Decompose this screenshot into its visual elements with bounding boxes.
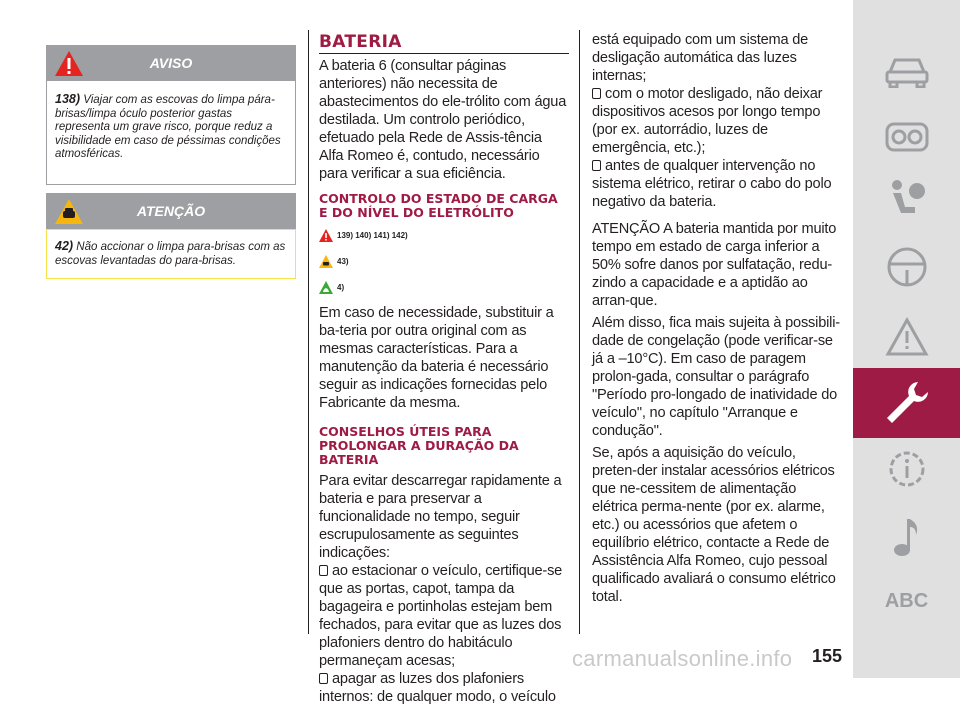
checkbox-bullet-icon <box>592 160 601 171</box>
conselhos-heading: CONSELHOS ÚTEIS PARA PROLONGAR A DURAÇÃO DA BATERIA <box>319 424 519 467</box>
sidebar-item-dashboard[interactable] <box>853 102 960 172</box>
warning-triangle-icon <box>885 317 929 357</box>
bateria-heading: BATERIA <box>319 32 569 54</box>
sidebar-item-safety[interactable] <box>853 164 960 234</box>
column-divider-1 <box>308 30 309 634</box>
car-icon <box>884 54 930 88</box>
sidebar-item-technical-data[interactable] <box>853 434 960 504</box>
chapter-sidebar <box>853 0 960 678</box>
atencao-title: ATENÇÃO <box>136 203 206 219</box>
aviso-title: AVISO <box>149 55 193 71</box>
right-para-2: ATENÇÃO A bateria mantida por muito tempo em estado de carga inferior a 50% sofre danos por sulfatação, redu-zindo a capacidade e a aptidão ao arran-que. <box>592 221 837 309</box>
bullet-item-4 <box>592 157 844 211</box>
controlo-heading: CONTROLO DO ESTADO DE CARGA E DO NÍVEL DO ELETRÓLITO <box>319 191 558 220</box>
bullet-item-3 <box>592 85 844 157</box>
dashboard-gauges-icon <box>885 122 929 152</box>
bullet-text-3: com o motor desligado, não deixar dispositivos acesos por longo tempo (por ex. autorrádio, luzes de emergência, etc.); <box>592 86 823 156</box>
atencao-header <box>46 193 296 229</box>
environment-small-icon <box>319 281 333 294</box>
warning-ref-caution <box>319 250 569 272</box>
sidebar-item-multimedia[interactable] <box>853 502 960 572</box>
ref-caution-numbers: 43) <box>337 256 349 266</box>
battery-column <box>319 32 569 706</box>
warning-ref-environment <box>319 276 569 298</box>
sidebar-item-maintenance[interactable] <box>853 368 960 438</box>
warning-column <box>46 45 296 279</box>
bullet-item-1 <box>319 562 569 670</box>
page-number: 155 <box>812 646 843 666</box>
car-caution-icon <box>54 198 84 228</box>
ref-danger-numbers: 139) 140) 141) 142) <box>337 230 408 240</box>
bullet-text-1: ao estacionar o veículo, certifique-se que as portas, capot, tampa da bagageira e portinholas estejam bem fechados, para evitar que as luzes dos plafoniers dentro do habitáculo permaneçam acesas; <box>319 563 563 669</box>
aviso-body <box>46 81 296 185</box>
aviso-text: Viajar com as escovas do limpa pára-brisas/limpa óculo posterior gastas representa um grave risco, porque reduz a visibilidade em caso de péssimas condições atmosféricas. <box>55 94 281 160</box>
bullet-text-4: antes de qualquer intervenção no sistema elétrico, retirar o cabo do polo negativo da bateria. <box>592 158 832 210</box>
danger-triangle-icon <box>54 50 84 80</box>
sidebar-item-driving[interactable] <box>853 232 960 302</box>
checkbox-bullet-icon <box>319 673 328 684</box>
aviso-number: 138) <box>55 92 81 106</box>
bateria-intro: A bateria 6 (consultar páginas anteriores) não necessita de abastecimentos do ele-trólito com água destilada. Um controlo periódico, efetuado pela Rede de Assis-tência Alfa Romeo é, contudo, necessário para verificar a sua eficiência. <box>319 58 567 182</box>
caution-small-icon <box>319 255 333 268</box>
right-para-4: Se, após a aquisição do veículo, preten-der instalar acessórios elétricos que ne-cessitem de alimentação elétrica perma-nente (por ex. alarme, etc.) ou acessórios que afetem o equilíbrio elétrico, contacte a Rede de Assistência Alfa Romeo, cujo pessoal qualificado avaliará o consumo elétrico total. <box>592 445 836 605</box>
index-abc-label: ABC <box>884 589 929 612</box>
right-column <box>592 31 844 606</box>
conselhos-intro: Para evitar descarregar rapidamente a bateria e para preservar a funcionalidade no tempo, seguir escrupulosamente as seguintes indicações: <box>319 473 562 561</box>
checkbox-bullet-icon <box>592 88 601 99</box>
column-divider-2 <box>579 30 580 634</box>
bullet-item-2 <box>319 670 569 706</box>
warning-ref-danger <box>319 224 569 246</box>
aviso-header <box>46 45 296 81</box>
bullet-text-2: apagar as luzes dos plafoniers internos: de qualquer modo, o veículo <box>319 671 556 705</box>
danger-small-icon <box>319 229 333 242</box>
atencao-text: Não accionar o limpa para-brisas com as escovas levantadas do para-brisas. <box>55 241 286 267</box>
ref-environment-numbers: 4) <box>337 282 345 292</box>
sidebar-item-emergency[interactable] <box>853 302 960 372</box>
airbag-seat-icon <box>885 177 929 221</box>
sidebar-item-vehicle[interactable] <box>853 36 960 106</box>
steering-wheel-icon <box>886 246 928 288</box>
right-para-1: está equipado com um sistema de desligação automática das luzes internas; <box>592 32 809 84</box>
checkbox-bullet-icon <box>319 565 328 576</box>
sidebar-item-index[interactable] <box>853 566 960 636</box>
watermark: carmanualsonline.info <box>572 646 793 671</box>
atencao-body <box>46 229 296 279</box>
info-gear-icon <box>885 447 929 491</box>
atencao-number: 42) <box>55 239 74 253</box>
right-para-3: Além disso, fica mais sujeita à possibili-dade de congelação (pode verificar-se já a –10°C). Em caso de paragem prolon-gada, consultar o parágrafo "Período pro-longado de inatividade do veículo", no capítulo "Arranque e condução". <box>592 315 840 439</box>
controlo-text: Em caso de necessidade, substituir a ba-teria por outra original com as mesmas características. Para a manutenção da bateria é necessário seguir as indicações fornecidas pelo Fabricante da mesma. <box>319 305 554 411</box>
music-note-icon <box>892 515 922 559</box>
wrench-icon <box>882 378 932 428</box>
